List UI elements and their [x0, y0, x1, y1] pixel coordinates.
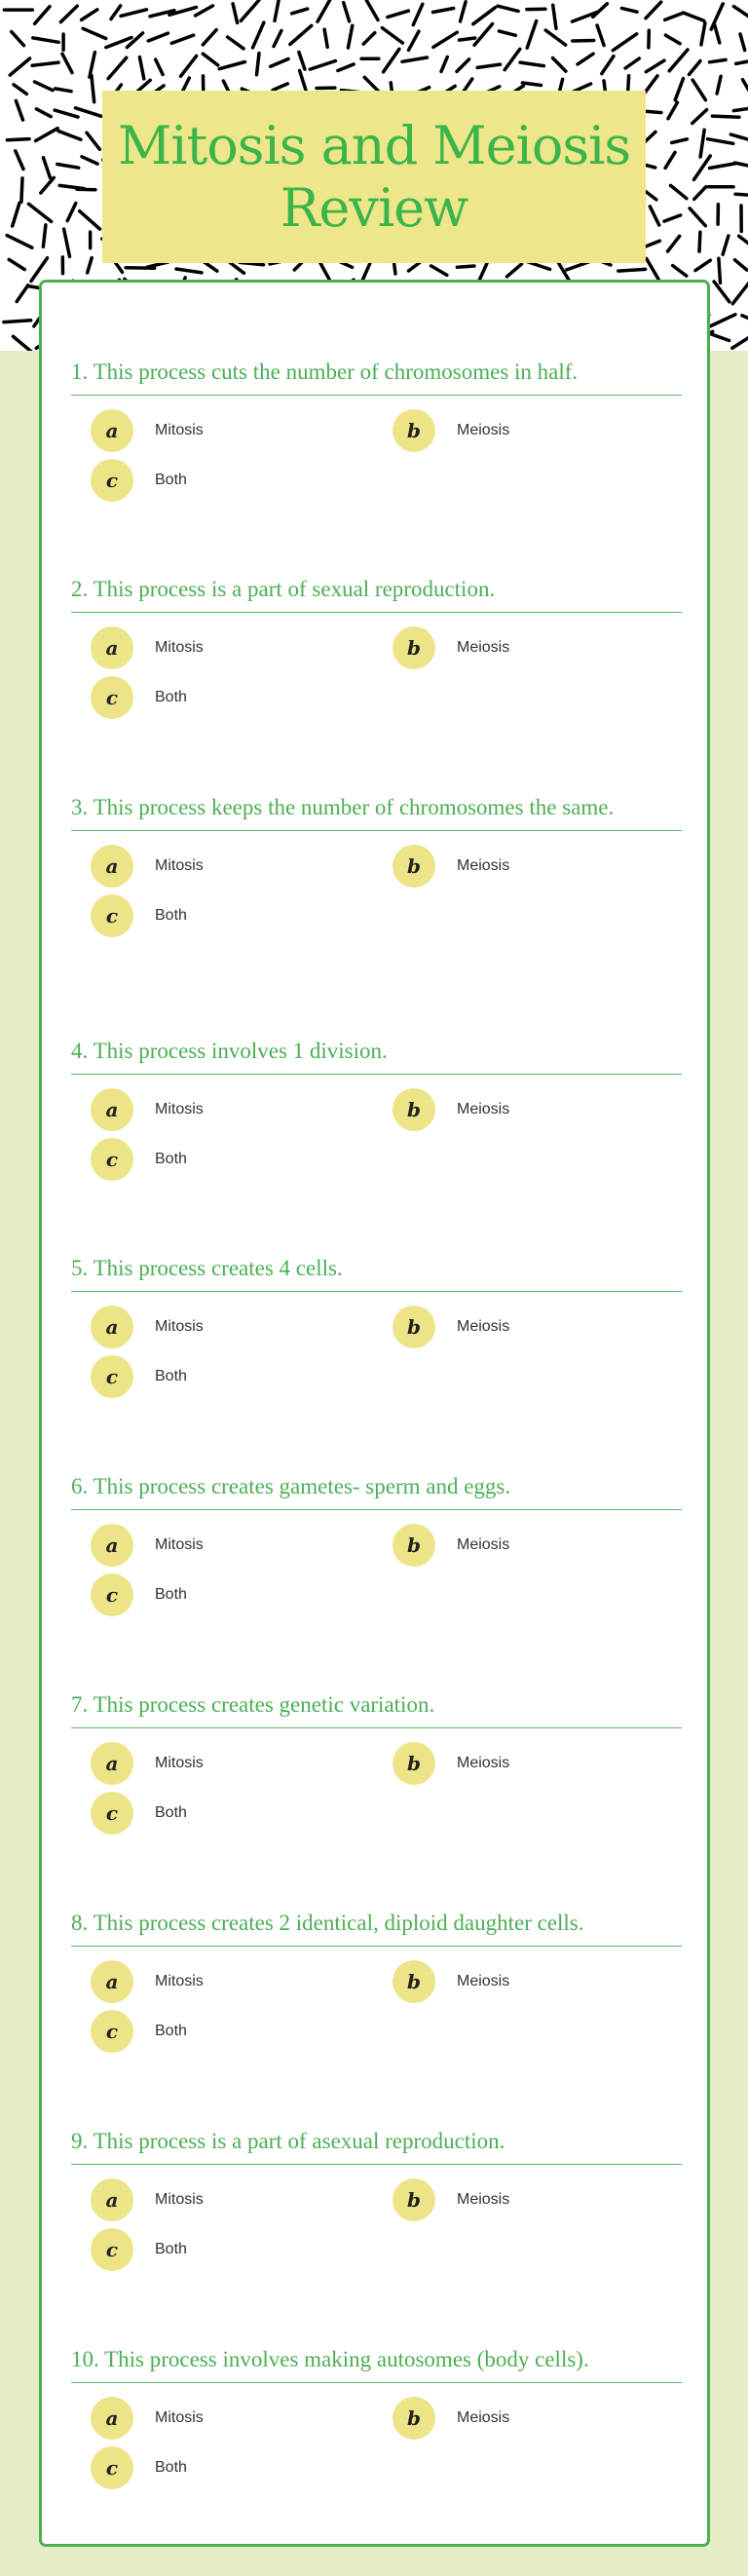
dash-stroke [553, 5, 556, 28]
question-text: 6. This process creates gametes- sperm and eggs. [71, 1474, 511, 1498]
option-label: Mitosis [155, 1755, 204, 1771]
dash-stroke [228, 37, 244, 49]
dash-stroke [14, 336, 36, 351]
dash-stroke [92, 76, 94, 102]
option-b[interactable] [393, 2178, 509, 2221]
options-group [71, 1960, 682, 2054]
option-label: Meiosis [457, 1101, 510, 1118]
option-letter-badge: a [91, 2397, 133, 2440]
dash-stroke [4, 321, 31, 322]
dash-stroke [732, 338, 748, 349]
dash-stroke [695, 260, 710, 270]
dash-stroke [273, 84, 287, 91]
dash-stroke [712, 116, 739, 117]
dash-stroke [87, 133, 99, 149]
option-label: Meiosis [457, 2409, 510, 2426]
option-label: Mitosis [155, 2409, 204, 2426]
dash-stroke [16, 100, 22, 120]
option-label: Both [155, 2459, 187, 2476]
question-8 [71, 1910, 682, 2054]
dash-stroke [388, 11, 409, 18]
option-label: Both [155, 907, 187, 924]
option-a[interactable] [91, 2397, 204, 2440]
dash-stroke [735, 163, 748, 167]
option-a[interactable] [91, 409, 204, 452]
dash-stroke [710, 164, 735, 169]
dash-stroke [461, 2, 467, 21]
option-letter-badge: b [393, 1960, 435, 2003]
dash-stroke [409, 31, 420, 50]
option-letter-badge: a [91, 2178, 133, 2221]
question-2 [71, 576, 682, 720]
dash-stroke [83, 28, 106, 38]
options-group [71, 1742, 682, 1836]
dash-stroke [647, 258, 659, 280]
dash-stroke [664, 215, 681, 221]
option-letter-badge: a [91, 1742, 133, 1785]
divider [71, 2382, 682, 2383]
dash-stroke [108, 57, 127, 78]
option-c[interactable] [91, 894, 187, 937]
dash-stroke [694, 187, 706, 200]
dash-stroke [618, 269, 646, 271]
dash-stroke [44, 158, 51, 178]
dash-stroke [734, 260, 747, 270]
dash-stroke [271, 59, 288, 67]
dash-stroke [433, 9, 454, 13]
dash-stroke [460, 38, 475, 40]
dash-stroke [80, 211, 100, 229]
option-label: Both [155, 1368, 187, 1384]
dash-stroke [710, 59, 727, 61]
question-10 [71, 2346, 682, 2490]
option-label: Both [155, 1151, 187, 1167]
dash-stroke [505, 49, 520, 69]
dash-stroke [669, 50, 688, 71]
dash-stroke [650, 207, 658, 225]
divider [71, 1291, 682, 1292]
dash-stroke [708, 139, 733, 144]
dash-stroke [710, 315, 735, 326]
dash-stroke [31, 258, 48, 282]
question-6 [71, 1473, 682, 1617]
dash-stroke [35, 7, 50, 24]
dash-stroke [402, 57, 428, 61]
options-group [71, 1524, 682, 1617]
dash-stroke [338, 64, 354, 71]
dash-stroke [7, 236, 32, 248]
option-letter-badge: c [91, 2446, 133, 2489]
option-letter-badge: a [91, 626, 133, 669]
dash-stroke [14, 85, 26, 95]
option-letter-badge: a [91, 1960, 133, 2003]
option-label: Meiosis [457, 1536, 510, 1553]
option-label: Meiosis [457, 857, 510, 874]
dash-stroke [699, 232, 700, 251]
question-text: 7. This process creates genetic variation. [71, 1692, 435, 1717]
dash-stroke [477, 64, 500, 67]
option-letter-badge: b [393, 1524, 435, 1567]
divider [71, 830, 682, 831]
dash-stroke [76, 108, 102, 117]
dash-stroke [17, 285, 28, 302]
dash-stroke [433, 32, 457, 47]
dash-stroke [732, 283, 748, 303]
dash-stroke [203, 54, 217, 65]
question-text: 8. This process creates 2 identical, diploid daughter cells. [71, 1911, 584, 1935]
dash-stroke [121, 10, 147, 17]
dash-stroke [506, 264, 521, 277]
option-c[interactable] [91, 2228, 187, 2271]
dash-stroke [499, 31, 515, 35]
option-c[interactable] [91, 459, 187, 502]
divider [71, 1946, 682, 1947]
dash-stroke [710, 334, 729, 341]
dash-stroke [723, 236, 729, 254]
dash-stroke [82, 157, 97, 164]
dash-stroke [67, 204, 76, 221]
dash-stroke [613, 34, 636, 51]
dash-stroke [366, 0, 378, 19]
dash-stroke [7, 139, 29, 140]
option-label: Meiosis [457, 639, 510, 656]
dash-stroke [730, 134, 748, 140]
dash-stroke [35, 82, 54, 91]
dash-stroke [13, 203, 19, 226]
dash-stroke [742, 316, 748, 322]
option-letter-badge: b [393, 409, 435, 452]
option-c[interactable] [91, 676, 187, 719]
dash-stroke [474, 24, 493, 46]
divider [71, 2164, 682, 2165]
option-letter-badge: a [91, 1306, 133, 1348]
question-text: 9. This process is a part of asexual reproduction. [71, 2129, 505, 2153]
dash-stroke [290, 25, 312, 44]
dash-stroke [181, 56, 197, 76]
option-label: Mitosis [155, 1318, 204, 1335]
dash-stroke [602, 57, 614, 74]
option-letter-badge: b [393, 1742, 435, 1785]
dash-stroke [88, 258, 93, 273]
dash-stroke [527, 21, 537, 49]
option-label: Meiosis [457, 422, 510, 438]
dash-stroke [522, 83, 541, 86]
option-letter-badge: a [91, 409, 133, 452]
option-label: Both [155, 689, 187, 705]
option-letter-badge: c [91, 1792, 133, 1835]
dash-stroke [714, 282, 729, 302]
option-label: Mitosis [155, 422, 204, 438]
title-banner [102, 91, 646, 263]
dash-stroke [82, 10, 97, 20]
question-3 [71, 794, 682, 938]
dash-stroke [690, 61, 701, 75]
options-group [71, 1306, 682, 1399]
option-a[interactable] [91, 1960, 204, 2003]
dash-stroke [413, 4, 423, 24]
dash-stroke [171, 35, 193, 43]
dash-stroke [176, 269, 202, 273]
dash-stroke [743, 80, 748, 101]
option-c[interactable] [91, 1355, 187, 1398]
dash-stroke [473, 8, 496, 24]
option-b[interactable] [393, 1960, 509, 2003]
dash-stroke [700, 130, 704, 157]
dash-stroke [33, 38, 58, 42]
dash-stroke [324, 29, 327, 47]
quiz-card [39, 280, 710, 2547]
question-text: 1. This process cuts the number of chromosomes in half. [71, 360, 579, 384]
dash-stroke [690, 208, 705, 226]
dash-stroke [139, 57, 143, 79]
option-letter-badge: b [393, 1088, 435, 1131]
dash-stroke [344, 3, 350, 21]
dash-stroke [714, 23, 720, 43]
option-label: Mitosis [155, 2191, 204, 2208]
option-label: Mitosis [155, 1973, 204, 1989]
question-text: 4. This process involves 1 division. [71, 1039, 388, 1063]
question-9 [71, 2128, 682, 2272]
page-title: Mitosis and Meiosis Review [117, 114, 631, 239]
option-a[interactable] [91, 1088, 204, 1131]
dash-stroke [292, 9, 308, 14]
dash-stroke [64, 229, 70, 256]
option-letter-badge: c [91, 676, 133, 719]
dash-stroke [253, 22, 264, 48]
option-letter-badge: c [91, 459, 133, 502]
option-label: Mitosis [155, 1536, 204, 1553]
dash-stroke [625, 58, 639, 68]
dash-stroke [36, 109, 51, 117]
dash-stroke [41, 177, 55, 193]
question-5 [71, 1255, 682, 1399]
dash-stroke [621, 8, 637, 12]
dash-stroke [739, 236, 748, 252]
dash-stroke [665, 14, 683, 20]
dash-stroke [740, 34, 745, 51]
option-b[interactable] [393, 845, 509, 888]
dash-stroke [675, 79, 683, 100]
dash-stroke [578, 54, 593, 64]
option-label: Both [155, 472, 187, 488]
question-text: 2. This process is a part of sexual reproduction. [71, 577, 496, 601]
dash-stroke [646, 60, 664, 72]
dash-stroke [32, 62, 58, 65]
option-a[interactable] [91, 626, 204, 669]
options-group [71, 2178, 682, 2272]
dash-stroke [441, 57, 447, 71]
dash-stroke [683, 13, 703, 20]
dash-stroke [573, 41, 594, 42]
dash-stroke [665, 35, 680, 44]
dash-stroke [12, 32, 24, 46]
dash-stroke [701, 23, 705, 45]
divider [71, 395, 682, 396]
dash-stroke [719, 258, 721, 283]
option-label: Meiosis [457, 1973, 510, 1989]
dash-stroke [274, 31, 281, 47]
dash-stroke [219, 62, 244, 69]
option-letter-badge: a [91, 1524, 133, 1567]
option-b[interactable] [393, 1742, 509, 1785]
dash-stroke [16, 151, 23, 170]
dash-stroke [382, 28, 402, 43]
dash-stroke [735, 194, 748, 195]
divider [71, 1727, 682, 1728]
options-group [71, 2397, 682, 2490]
option-a[interactable] [91, 2178, 204, 2221]
option-b[interactable] [393, 1524, 509, 1567]
option-b[interactable] [393, 1088, 509, 1131]
dash-stroke [28, 204, 51, 221]
dash-stroke [384, 49, 399, 72]
option-label: Mitosis [155, 1101, 204, 1118]
options-group [71, 1088, 682, 1182]
options-group [71, 409, 682, 503]
option-letter-badge: c [91, 1138, 133, 1181]
option-c[interactable] [91, 2010, 187, 2053]
option-a[interactable] [91, 845, 204, 888]
dash-stroke [299, 53, 305, 70]
question-1 [71, 359, 682, 503]
dash-stroke [62, 54, 72, 72]
option-b[interactable] [393, 2397, 509, 2440]
dash-stroke [148, 33, 168, 41]
option-c[interactable] [91, 2446, 187, 2489]
dash-stroke [692, 80, 705, 100]
option-label: Mitosis [155, 857, 204, 874]
dash-stroke [644, 241, 660, 247]
option-letter-badge: b [393, 2178, 435, 2221]
dash-stroke [233, 4, 238, 23]
option-letter-badge: c [91, 1355, 133, 1398]
option-label: Mitosis [155, 639, 204, 656]
options-group [71, 845, 682, 938]
dash-stroke [111, 6, 121, 19]
divider [71, 1074, 682, 1075]
dash-stroke [310, 61, 335, 70]
option-letter-badge: a [91, 845, 133, 888]
option-c[interactable] [91, 1138, 187, 1181]
dash-stroke [56, 89, 71, 92]
option-b[interactable] [393, 1306, 509, 1348]
dash-stroke [673, 266, 687, 277]
divider [71, 612, 682, 613]
dash-stroke [58, 132, 81, 140]
dash-stroke [90, 53, 95, 78]
question-text: 5. This process creates 4 cells. [71, 1256, 343, 1280]
dash-stroke [520, 62, 543, 66]
option-letter-badge: c [91, 1573, 133, 1616]
dash-stroke [736, 58, 748, 63]
dash-stroke [717, 76, 721, 94]
dash-stroke [21, 178, 22, 202]
option-letter-badge: c [91, 894, 133, 937]
dash-stroke [257, 54, 260, 75]
dash-stroke [431, 266, 447, 276]
dash-stroke [57, 165, 79, 169]
question-text: 10. This process involves making autosomes (body cells). [71, 2347, 589, 2371]
option-label: Meiosis [457, 1755, 510, 1771]
dash-stroke [694, 156, 711, 179]
dash-stroke [733, 7, 748, 22]
dash-stroke [671, 185, 687, 198]
dash-stroke [733, 108, 748, 110]
dash-stroke [665, 152, 675, 168]
dash-stroke [498, 6, 518, 11]
dash-stroke [203, 30, 216, 45]
option-c[interactable] [91, 1573, 187, 1616]
dash-stroke [668, 102, 678, 119]
option-label: Both [155, 1804, 187, 1821]
option-label: Both [155, 2023, 187, 2039]
dash-stroke [672, 139, 688, 143]
option-letter-badge: b [393, 1306, 435, 1348]
option-letter-badge: c [91, 2010, 133, 2053]
dash-stroke [36, 129, 58, 141]
option-label: Both [155, 2241, 187, 2257]
dash-stroke [668, 236, 680, 251]
option-letter-badge: b [393, 2397, 435, 2440]
option-a[interactable] [91, 1742, 204, 1785]
dash-stroke [553, 58, 566, 72]
dash-stroke [275, 0, 279, 20]
divider [71, 1509, 682, 1510]
dash-stroke [241, 0, 259, 20]
dash-stroke [127, 33, 142, 48]
dash-stroke [711, 4, 723, 29]
option-b[interactable] [393, 626, 509, 669]
option-letter-badge: a [91, 1088, 133, 1131]
question-4 [71, 1038, 682, 1182]
dash-stroke [318, 0, 331, 21]
options-group [71, 626, 682, 720]
option-label: Meiosis [457, 1318, 510, 1335]
dash-stroke [692, 110, 707, 124]
dash-stroke [10, 58, 29, 75]
option-label: Meiosis [457, 2191, 510, 2208]
dash-stroke [457, 59, 469, 72]
dash-stroke [156, 59, 163, 74]
option-a[interactable] [91, 1524, 204, 1567]
dash-stroke [457, 266, 474, 267]
dash-stroke [60, 6, 77, 22]
question-7 [71, 1691, 682, 1836]
dash-stroke [43, 225, 46, 246]
dash-stroke [77, 189, 95, 190]
option-letter-badge: c [91, 2228, 133, 2271]
dash-stroke [593, 4, 608, 18]
dash-stroke [55, 110, 78, 117]
question-text: 3. This process keeps the number of chromosomes the same. [71, 795, 615, 819]
dash-stroke [646, 2, 661, 19]
dash-stroke [348, 25, 352, 48]
option-c[interactable] [91, 1792, 187, 1835]
option-a[interactable] [91, 1306, 204, 1348]
dash-stroke [597, 25, 604, 46]
option-letter-badge: b [393, 845, 435, 888]
option-label: Both [155, 1586, 187, 1603]
dash-stroke [545, 30, 566, 45]
dash-stroke [9, 259, 24, 269]
option-letter-badge: b [393, 626, 435, 669]
option-b[interactable] [393, 409, 509, 452]
dash-stroke [363, 33, 375, 45]
